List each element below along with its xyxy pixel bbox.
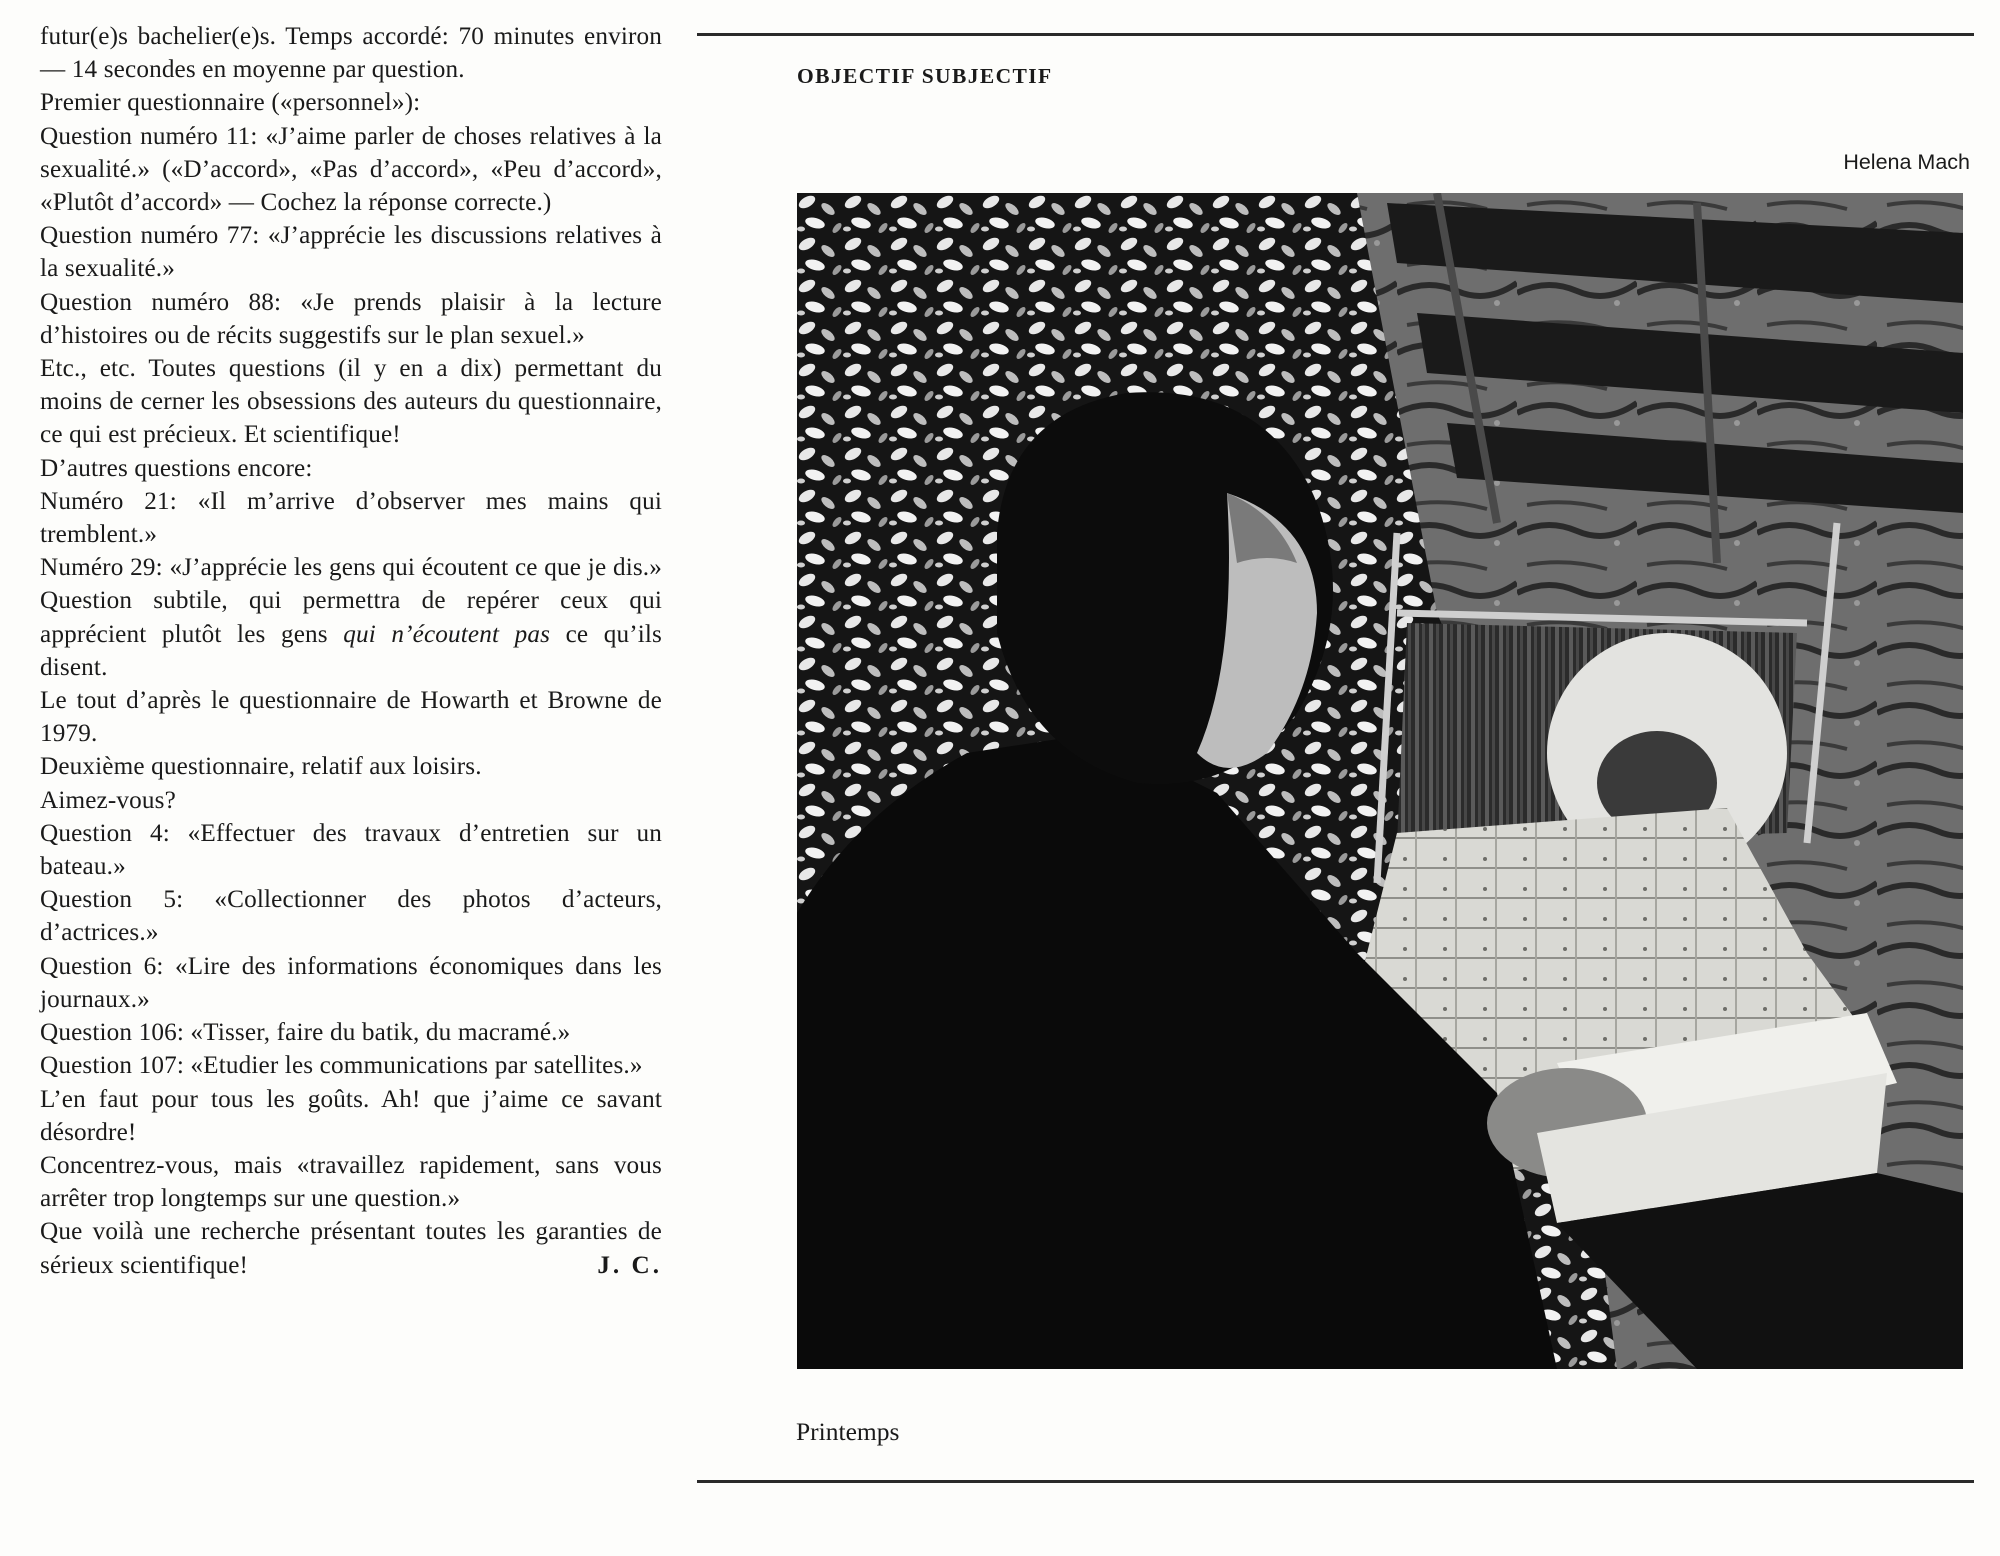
paragraph: Question 4: «Effectuer des travaux d’entretien sur un bateau.» [40,819,662,881]
top-rule [697,33,1974,36]
paragraph: Numéro 21: «Il m’arrive d’observer mes mains qui tremblent.» [40,487,662,549]
photograph [797,193,1963,1369]
closing-paragraph [40,1215,662,1281]
q29-italic: qui n’écoutent pas [343,620,551,648]
paragraph: Aimez-vous? [40,786,176,814]
paragraph: Question 5: «Collectionner des photos d’acteurs, d’actrices.» [40,886,662,947]
article-column [40,20,662,1282]
author-signature: J. C. [597,1251,662,1279]
photo-credit: Helena Mach [1843,150,1970,174]
paragraph: L’en faut pour tous les goûts. Ah! que j’aime ce savant désordre! [40,1085,662,1146]
paragraph-question-29 [40,551,662,684]
paragraph: Concentrez-vous, mais «travaillez rapidement, sans vous arrêter trop longtemps sur une question.» [40,1151,662,1213]
paragraph: Question numéro 77: «J’apprécie les discussions relatives à la sexualité.» [40,222,662,283]
paragraph: futur(e)s bachelier(e)s. Temps accordé: 70 minutes environ — 14 secondes en moyenne par question. [40,23,662,84]
paragraph: Question 107: «Etudier les communications par satellites.» [40,1052,643,1080]
paragraph: Deuxième questionnaire, relatif aux loisirs. [40,753,482,781]
paragraph: Le tout d’après le questionnaire de Howarth et Browne de 1979. [40,687,662,748]
closing-text: Que voilà une recherche présentant toutes les garanties de sérieux scientifique! [40,1218,662,1279]
paragraph: Question 106: «Tisser, faire du batik, du macramé.» [40,1019,571,1047]
paragraph: Etc., etc. Toutes questions (il y en a dix) permettant du moins de cerner les obsessions des auteurs du questionnaire, ce qui est précieux. Et scientifique! [40,355,662,449]
q29-text: Numéro 29: «J’apprécie les gens qui écoutent ce que je dis.» Question subtile, qui permettra de repérer ceux qui apprécient plutôt les gens [40,554,662,648]
paragraph: Premier questionnaire («personnel»): [40,89,421,117]
paragraph: D’autres questions encore: [40,454,313,482]
paragraph: Question numéro 11: «J’aime parler de choses relatives à la sexualité.» («D’accord», «Pas d’accord», «Peu d’accord», «Plutôt d’accord» — Cochez la réponse correcte.) [40,122,662,217]
section-title: OBJECTIF SUBJECTIF [797,64,1053,88]
photo-caption: Printemps [796,1417,900,1446]
paragraph: Question numéro 88: «Je prends plaisir à la lecture d’histoires ou de récits suggestifs sur le plan sexuel.» [40,288,662,349]
bottom-rule [697,1480,1974,1483]
q29-text-end: ce qu’ils disent. [40,620,663,681]
paragraph: Question 6: «Lire des informations économiques dans les journaux.» [40,952,662,1013]
